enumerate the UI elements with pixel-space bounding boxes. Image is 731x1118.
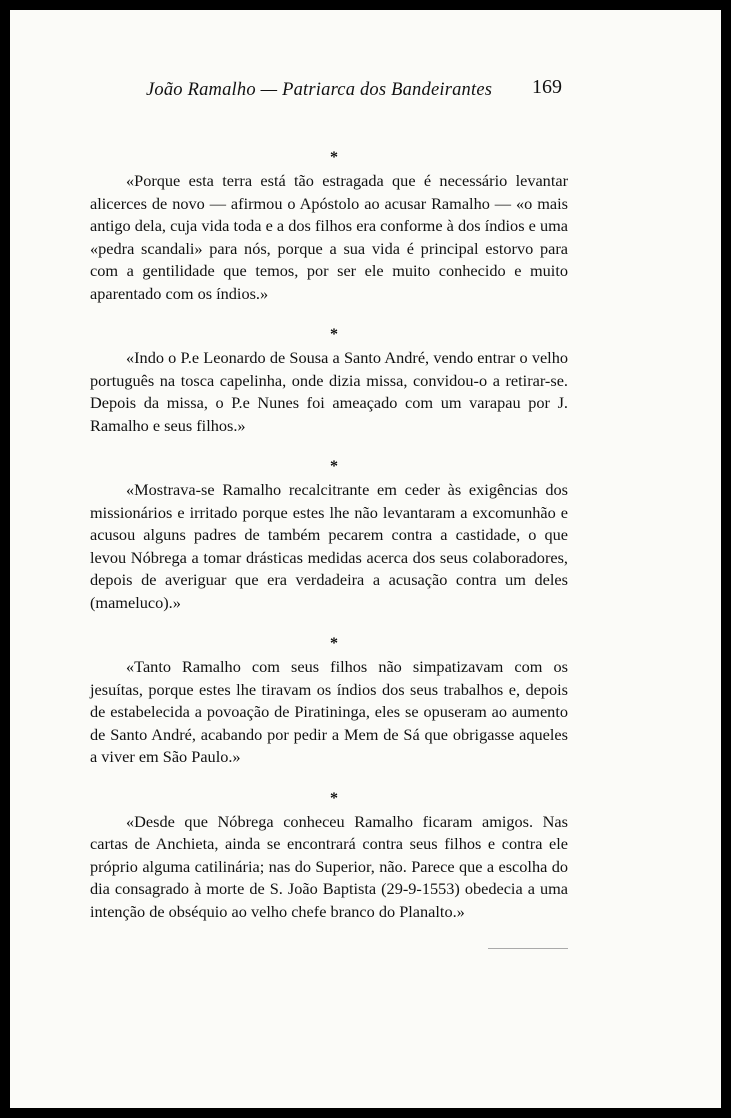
page-number: 169 [532, 76, 562, 98]
quote-paragraph: «Porque esta terra está tão estragada que é necessário levantar alicerces de novo — afirmou o Apóstolo ao acusar Ramalho — «o mais antigo dela, cuja vida toda e a dos filhos era conforme à dos índios e uma «pedra scandali» para nós, porque a sua vida é principal estorvo para com a gentilidade que temos, por ser ele muito conhecido e muito aparentado com os índios.» [90, 171, 568, 303]
section-separator: * [330, 326, 338, 343]
page-body [90, 146, 568, 941]
running-header [10, 76, 721, 110]
section-separator: * [330, 635, 338, 652]
section-separator: * [330, 149, 338, 166]
running-title: João Ramalho — Patriarca dos Bandeirantes [146, 80, 493, 100]
scan-mark [488, 948, 568, 949]
section-separator: * [330, 458, 338, 475]
quote-paragraph: «Desde que Nóbrega conheceu Ramalho ficaram amigos. Nas cartas de Anchieta, ainda se encontrará contra seus filhos e contra ele próprio alguma catilinária; nas do Superior, não. Parece que a escolha do dia consagrado à morte de S. João Baptista (29-9-1553) obedecia a uma intenção de obséquio ao velho chefe branco do Planalto.» [90, 811, 568, 921]
quote-paragraph: «Tanto Ramalho com seus filhos não simpatizavam com os jesuítas, porque estes lhe tiravam os índios dos seus trabalhos e, depois de estabelecida a povoação de Piratininga, eles se opuseram ao aumento de Santo André, acabando por pedir a Mem de Sá que obrigasse aqueles a viver em São Paulo.» [90, 657, 568, 766]
book-page [10, 10, 721, 1108]
quote-paragraph: «Indo o P.e Leonardo de Sousa a Santo André, vendo entrar o velho português na tosca capelinha, onde dizia missa, convidou-o a retirar-se. Depois da missa, o P.e Nunes foi ameaçado com um varapau por J. Ramalho e seus filhos.» [90, 348, 568, 435]
quote-paragraph: «Mostrava-se Ramalho recalcitrante em ceder às exigências dos missionários e irritado porque estes lhe não levantaram a excomunhão e acusou alguns padres de também pecarem contra a castidade, o que levou Nóbrega a tomar drásticas medidas acerca dos seus colaboradores, depois de averiguar que era verdadeira a acusação contra um deles (mameluco).» [90, 480, 568, 612]
section-separator: * [330, 789, 338, 807]
